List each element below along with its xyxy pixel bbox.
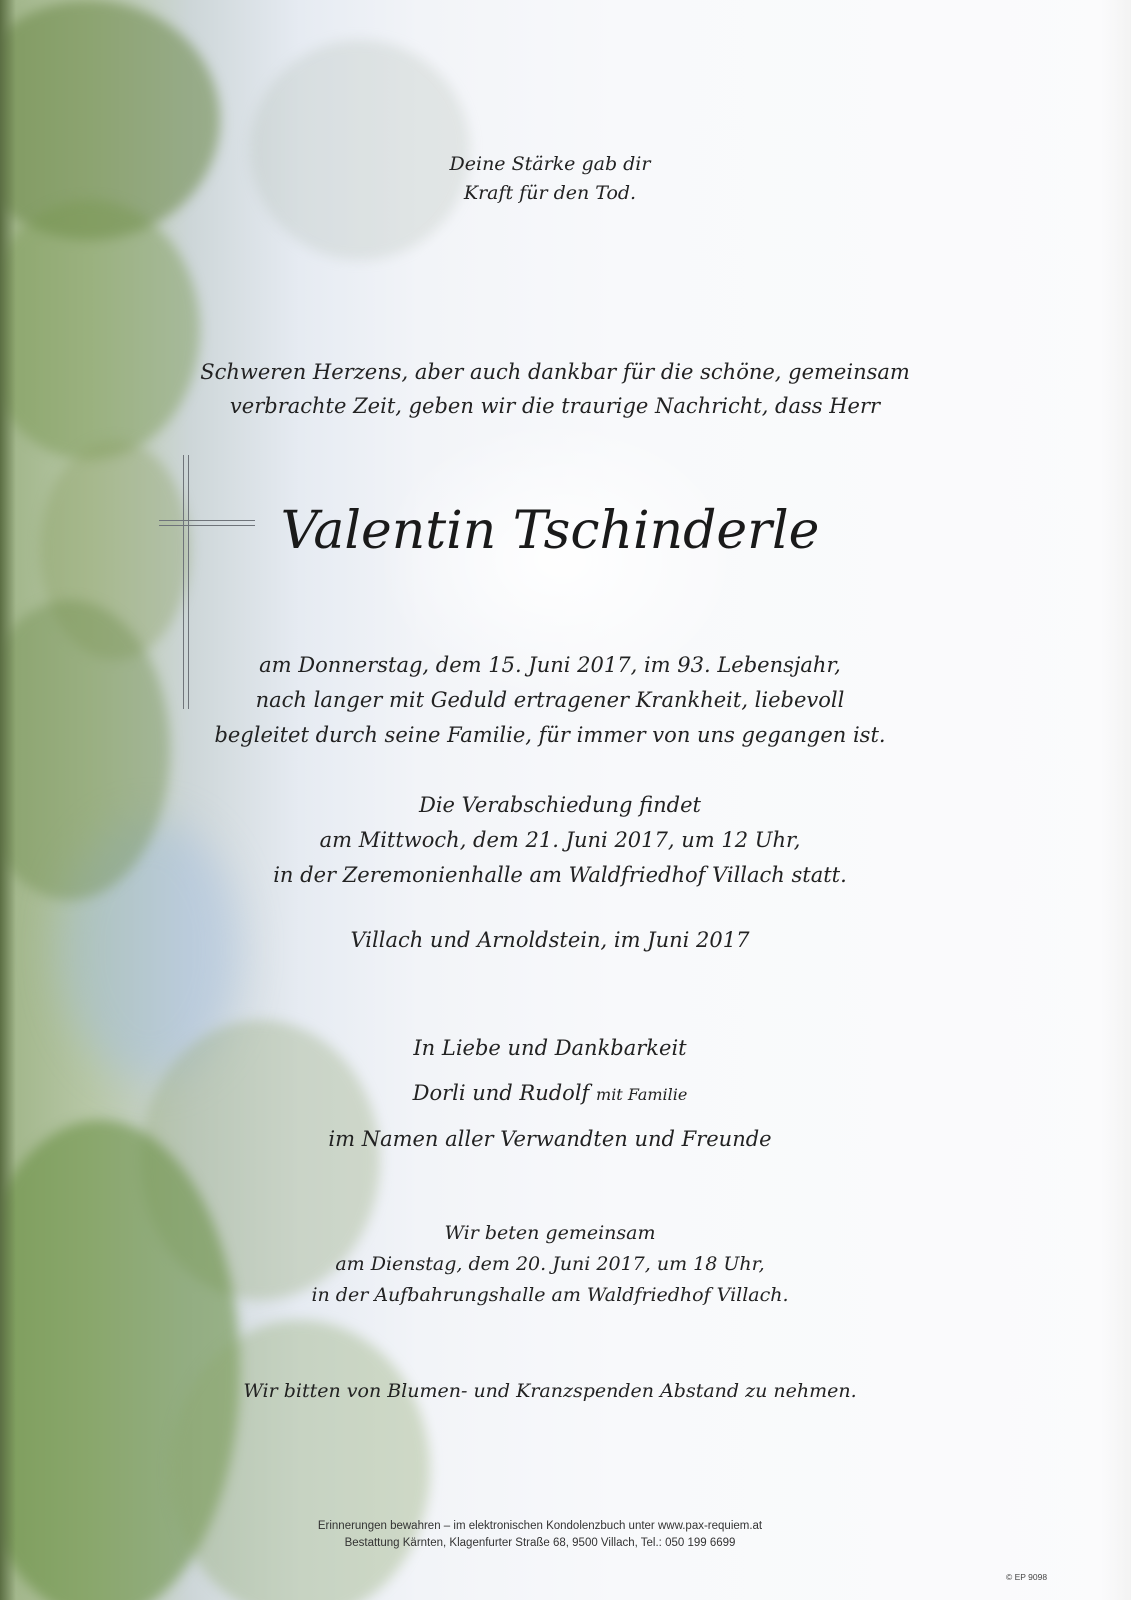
death-line: begleitet durch seine Familie, für immer von uns gegangen ist. — [214, 723, 886, 747]
mourners-line: im Namen aller Verwandten und Freunde — [328, 1127, 772, 1151]
cross-vertical-bar — [183, 455, 189, 709]
footer-condolence-link: Erinnerungen bewahren – im elektronischen Kondolenzbuch unter www.pax-requiem.at — [317, 1520, 763, 1532]
intro-text — [190, 355, 920, 423]
scan-edge-right — [1101, 0, 1131, 1600]
death-notice — [200, 648, 900, 753]
donation-request: Wir bitten von Blumen- und Kranzspenden Abstand zu nehmen. — [243, 1380, 857, 1402]
farewell-line: Die Verabschiedung findet — [419, 793, 701, 817]
farewell-line: in der Zeremonienhalle am Waldfriedhof Villach statt. — [273, 863, 847, 887]
farewell-info — [220, 788, 900, 893]
background-foliage — [170, 1320, 430, 1600]
background-foliage — [0, 200, 200, 460]
mourners-line: In Liebe und Dankbarkeit — [413, 1036, 687, 1060]
intro-line: verbrachte Zeit, geben wir die traurige Nachricht, dass Herr — [229, 394, 881, 418]
death-line: nach langer mit Geduld ertragener Krankheit, liebevoll — [255, 688, 845, 712]
motto — [360, 150, 740, 208]
motto-line: Deine Stärke gab dir — [449, 153, 651, 175]
mourners — [290, 1026, 810, 1162]
deceased-name: Valentin Tschinderle — [280, 501, 820, 561]
template-code: © EP 9098 — [1006, 1572, 1048, 1582]
motto-line: Kraft für den Tod. — [463, 182, 637, 204]
mourners-names-suffix: mit Familie — [596, 1085, 688, 1104]
farewell-line: am Mittwoch, dem 21. Juni 2017, um 12 Uhr, — [319, 828, 801, 852]
footer-address: Bestattung Kärnten, Klagenfurter Straße 68, 9500 Villach, Tel.: 050 199 6699 — [344, 1537, 736, 1549]
prayer-line: Wir beten gemeinsam — [444, 1222, 656, 1244]
prayer-line: in der Aufbahrungshalle am Waldfriedhof Villach. — [311, 1284, 789, 1306]
scan-edge-left — [0, 0, 16, 1600]
prayer-line: am Dienstag, dem 20. Juni 2017, um 18 Uhr, — [335, 1253, 765, 1275]
mourners-names-text: Dorli und Rudolf — [412, 1081, 590, 1105]
prayer-info — [260, 1218, 840, 1311]
intro-line: Schweren Herzens, aber auch dankbar für die schöne, gemeinsam — [200, 360, 910, 384]
place-date: Villach und Arnoldstein, im Juni 2017 — [350, 928, 750, 952]
mourners-names — [290, 1071, 810, 1117]
death-line: am Donnerstag, dem 15. Juni 2017, im 93. Lebensjahr, — [259, 653, 841, 677]
